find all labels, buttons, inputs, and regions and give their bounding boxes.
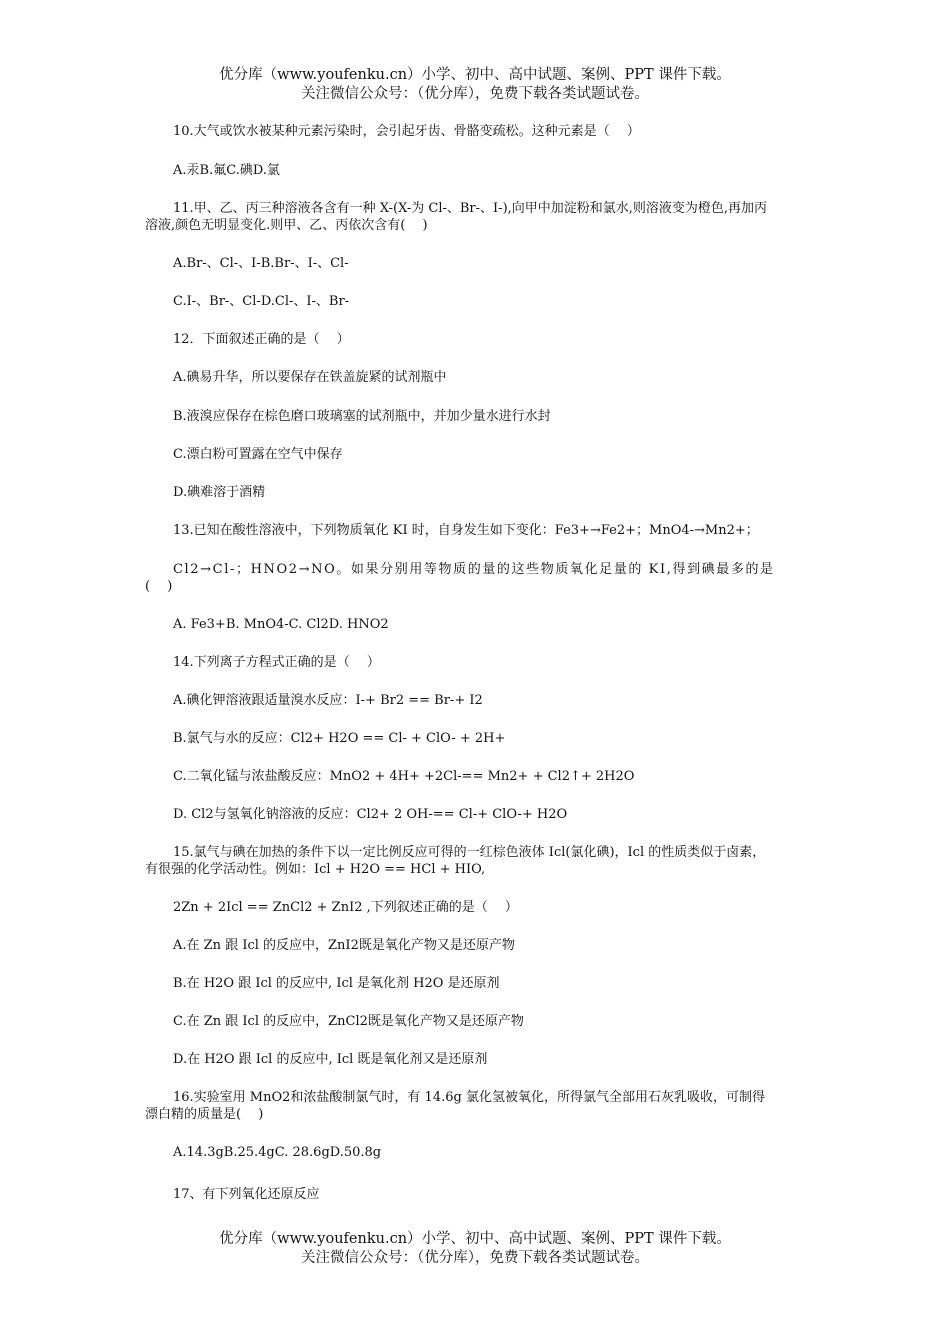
question-14-option-a: A.碘化钾溶液跟适量溴水反应：I-+ Br2 == Br-+ I2 bbox=[173, 693, 483, 708]
question-14-option-d: D. Cl2与氢氧化钠溶液的反应：Cl2+ 2 OH-== Cl-+ ClO-+ H2O bbox=[173, 807, 568, 822]
question-16-paren: ( ) bbox=[236, 1107, 264, 1122]
question-15-text: 2Zn + 2Icl == ZnCl2 + ZnI2 ,下列叙述正确的是 bbox=[173, 900, 475, 915]
question-16-stem-line-1: 16.实验室用 MnO2和浓盐酸制氯气时，有 14.6g 氯化氢被氧化，所得氯气全部用石灰乳吸收，可制得 bbox=[173, 1090, 765, 1105]
question-12-option-b: B.液溴应保存在棕色磨口玻璃塞的试剂瓶中，并加少量水进行水封 bbox=[173, 409, 551, 424]
question-13-stem-line-1: 13.已知在酸性溶液中，下列物质氧化 KI 时，自身发生如下变化：Fe3+→Fe2+；MnO4-→Mn2+； bbox=[173, 523, 759, 538]
question-11-option-c: C.I-、Br-、Cl- bbox=[173, 294, 261, 309]
footer-line-1: 优分库（www.youfenku.cn）小学、初中、高中试题、案例、PPT 课件下载。 bbox=[219, 1231, 731, 1247]
question-12-stem bbox=[145, 331, 837, 348]
question-12-text: 12．下面叙述正确的是 bbox=[173, 332, 307, 347]
question-14-paren: （ ） bbox=[336, 655, 380, 670]
question-14-option-c: C.二氧化锰与浓盐酸反应：MnO2 + 4H+ +2Cl-== Mn2+ + Cl2↑+ 2H2O bbox=[173, 769, 635, 784]
question-16-options bbox=[145, 1144, 837, 1161]
question-10-option-a: A.汞 bbox=[173, 163, 200, 178]
question-16-option-a: A.14.3g bbox=[173, 1145, 224, 1160]
question-10-paren: （ ） bbox=[596, 124, 640, 139]
question-11-options-row-2 bbox=[145, 293, 837, 310]
question-15-stem-line-3 bbox=[145, 899, 837, 916]
question-13-paren: ( ) bbox=[145, 579, 173, 594]
question-14-option-b: B.氯气与水的反应：Cl2+ H2O == Cl- + ClO- + 2H+ bbox=[173, 731, 506, 746]
header-line-1: 优分库（www.youfenku.cn）小学、初中、高中试题、案例、PPT 课件下载。 bbox=[219, 67, 731, 83]
question-16-stem-line-2 bbox=[145, 1106, 809, 1123]
question-15-stem-line-2: 有很强的化学活动性。例如：Icl + H2O == HCl + HIO, bbox=[145, 862, 486, 877]
question-13-option-b: B. MnO4- bbox=[225, 617, 289, 632]
question-10-option-b: B.氟 bbox=[199, 163, 227, 178]
question-15-option-c: C.在 Zn 跟 Icl 的反应中，ZnCl2既是氧化产物又是还原产物 bbox=[173, 1014, 524, 1029]
question-13-option-a: A. Fe3+ bbox=[173, 617, 226, 632]
question-16-option-d: D.50.8g bbox=[329, 1145, 382, 1160]
question-13-options bbox=[145, 616, 837, 633]
question-11-text: 溶液,颜色无明显变化.则甲、乙、丙依次含有 bbox=[145, 218, 401, 233]
question-16-text: 漂白精的质量是 bbox=[145, 1107, 237, 1122]
question-11-stem-line-2 bbox=[145, 217, 809, 234]
question-10-option-d: D.氯 bbox=[252, 163, 280, 178]
question-11-stem-line-1: 11.甲、乙、丙三种溶液各含有一种 X-(X-为 Cl-、Br-、I-),向甲中加淀粉和氯水,则溶液变为橙色,再加丙 bbox=[173, 201, 768, 216]
question-16-option-c: C. 28.6g bbox=[274, 1145, 330, 1160]
question-15-paren: （ ） bbox=[474, 900, 518, 915]
question-12-option-a: A.碘易升华，所以要保存在铁盖旋紧的试剂瓶中 bbox=[173, 370, 447, 385]
question-13-option-d: D. HNO2 bbox=[328, 617, 389, 632]
question-17-stem: 17、有下列氧化还原反应 bbox=[173, 1187, 320, 1202]
question-11-option-a: A.Br-、Cl-、I- bbox=[173, 256, 261, 271]
question-15-option-d: D.在 H2O 跟 Icl 的反应中, Icl 既是氧化剂又是还原剂 bbox=[173, 1052, 488, 1067]
question-14-text: 14.下列离子方程式正确的是 bbox=[173, 655, 337, 670]
question-11-option-b: B.Br-、I-、Cl- bbox=[260, 256, 349, 271]
question-11-option-d: D.Cl-、I-、Br- bbox=[260, 294, 350, 309]
question-10-stem bbox=[145, 123, 809, 140]
question-15-option-a: A.在 Zn 跟 Icl 的反应中，ZnI2既是氧化产物又是还原产物 bbox=[173, 938, 515, 953]
question-12-option-d: D.碘难溶于酒精 bbox=[173, 485, 266, 500]
question-10-text: 10.大气或饮水被某种元素污染时，会引起牙齿、骨骼变疏松。这种元素是 bbox=[173, 124, 597, 139]
header-line-2: 关注微信公众号：（优分库），免费下载各类试题试卷。 bbox=[301, 86, 649, 102]
question-10-option-c: C.碘 bbox=[226, 163, 253, 178]
question-12-option-c: C.漂白粉可置露在空气中保存 bbox=[173, 447, 343, 462]
question-13-option-c: C. Cl2 bbox=[288, 617, 329, 632]
question-15-option-b: B.在 H2O 跟 Icl 的反应中, Icl 是氧化剂 H2O 是还原剂 bbox=[173, 976, 500, 991]
question-14-stem bbox=[145, 654, 837, 671]
footer-line-2: 关注微信公众号：（优分库），免费下载各类试题试卷。 bbox=[301, 1250, 649, 1266]
question-10-options bbox=[145, 162, 837, 179]
question-15-stem-line-1: 15.氯气与碘在加热的条件下以一定比例反应可得的一红棕色液体 Icl(氯化碘)，Icl 的性质类似于卤素， bbox=[173, 845, 766, 860]
question-12-paren: （ ） bbox=[306, 332, 350, 347]
question-13-stem-line-2: Cl2→Cl-；HNO2→NO。如果分别用等物质的量的这些物质氧化足量的 KI,得到碘最多的是 bbox=[173, 562, 775, 577]
question-16-option-b: B.25.4g bbox=[223, 1145, 275, 1160]
question-11-paren: ( ) bbox=[400, 218, 428, 233]
question-11-options-row-1 bbox=[145, 255, 837, 272]
